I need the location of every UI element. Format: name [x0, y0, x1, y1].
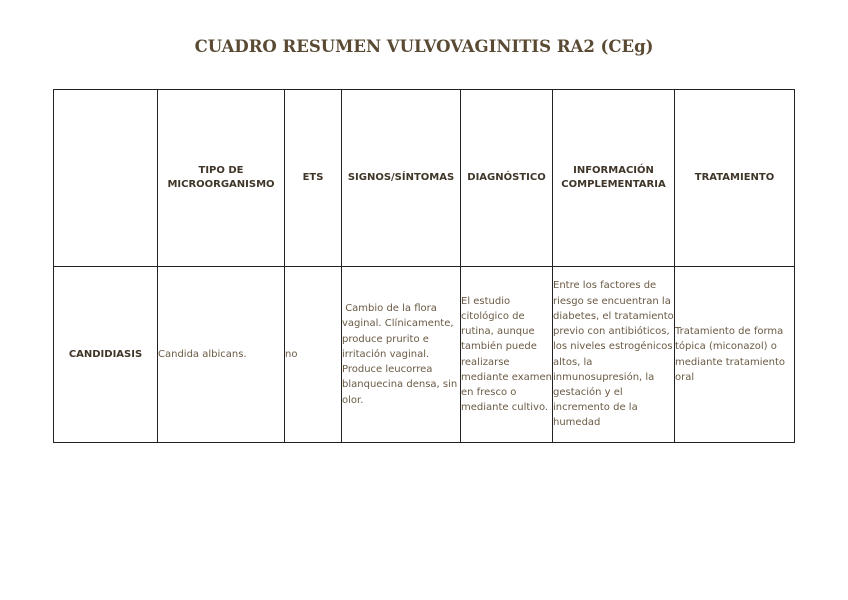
header-diagnosis: DIAGNÓSTICO: [461, 90, 553, 267]
header-microorganism: TIPO DE MICROORGANISMO: [158, 90, 285, 267]
cell-diagnosis: El estudio citológico de rutina, aunque también puede realizarse mediante examen en fresco o mediante cultivo.: [461, 267, 553, 443]
summary-table: [53, 89, 795, 443]
document-title: CUADRO RESUMEN VULVOVAGINITIS RA2 (CEg): [194, 37, 654, 56]
cell-extra-info: Entre los factores de riesgo se encuentran la diabetes, el tratamiento previo con antibióticos, los niveles estrogénicos altos, la inmunosupresión, la gestación y el incremento de la humedad: [553, 267, 675, 443]
table-header-row: [54, 90, 795, 267]
cell-microorganism: Candida albicans.: [158, 267, 285, 443]
header-empty: [54, 90, 158, 267]
header-signs: SIGNOS/SÍNTOMAS: [342, 90, 461, 267]
cell-treatment: Tratamiento de forma tópica (miconazol) o mediante tratamiento oral: [675, 267, 795, 443]
header-ets: ETS: [285, 90, 342, 267]
cell-signs: Cambio de la flora vaginal. Clínicamente, produce prurito e irritación vaginal. Produce leucorrea blanquecina densa, sin olor.: [342, 267, 461, 443]
row-label: CANDIDIASIS: [54, 267, 158, 443]
table-row: [54, 267, 795, 443]
header-treatment: TRATAMIENTO: [675, 90, 795, 267]
header-extra-info: INFORMACIÓN COMPLEMENTARIA: [553, 90, 675, 267]
cell-ets: no: [285, 267, 342, 443]
